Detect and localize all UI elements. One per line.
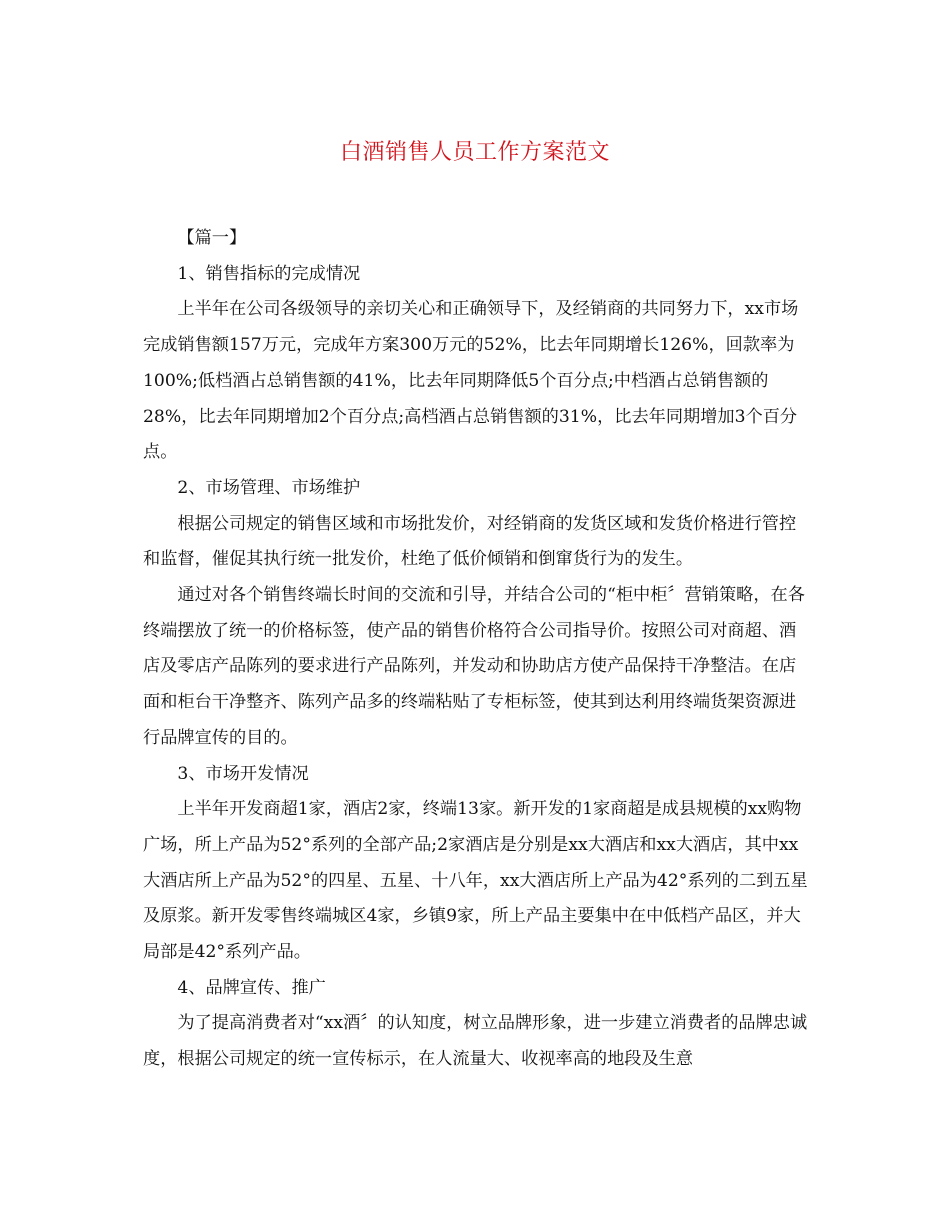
document-title: 白酒销售人员工作方案范文: [339, 140, 610, 165]
section-heading-4: 4、品牌宣传、推广: [177, 977, 326, 998]
section-heading-2: 2、市场管理、市场维护: [177, 477, 361, 498]
paragraph: 上半年在公司各级领导的亲切关心和正确领导下，及经销商的共同努力下，xx市场完成销售额157万元，完成年方案300万元的52%，比去年同期增长126%，回款率为100%;低档酒占总销售额的41%，比去年同期降低5个百分点;中档酒占总销售额的28%，比去年同期增加2个百分点;高档酒占总销售额的31%，比去年同期增加3个百分点。: [143, 299, 799, 463]
paragraph: 上半年开发商超1家，酒店2家，终端13家。新开发的1家商超是成县规模的xx购物广场，所上产品为52°系列的全部产品;2家酒店是分别是xx大酒店和xx大酒店，其中xx大酒店所上产品为52°的四星、五星、十八年，xx大酒店所上产品为42°系列的二到五星及原浆。新开发零售终端城区4家，乡镇9家，所上产品主要集中在中低档产品区，并大局部是42°系列产品。: [143, 799, 808, 963]
section-heading-1: 1、销售指标的完成情况: [177, 263, 361, 284]
paragraph: 通过对各个销售终端长时间的交流和引导，并结合公司的“柜中柜〞营销策略，在各终端摆放了统一的价格标签，使产品的销售价格符合公司指导价。按照公司对商超、酒店及零店产品陈列的要求进行产品陈列，并发动和协助店方使产品保持干净整洁。在店面和柜台干净整齐、陈列产品多的终端粘贴了专柜标签，使其到达利用终端货架资源进行品牌宣传的目的。: [143, 585, 805, 748]
document-body: [143, 221, 809, 1078]
chapter-label: 【篇一】: [177, 228, 247, 248]
section-heading-3: 3、市场开发情况: [177, 763, 309, 784]
paragraph: 为了提高消费者对“xx酒〞的认知度，树立品牌形象，进一步建立消费者的品牌忠诚度，根据公司规定的统一宣传标示，在人流量大、收视率高的地段及生意: [143, 1013, 808, 1070]
paragraph: 根据公司规定的销售区域和市场批发价，对经销商的发货区域和发货价格进行管控和监督，催促其执行统一批发价，杜绝了低价倾销和倒窜货行为的发生。: [143, 513, 797, 570]
